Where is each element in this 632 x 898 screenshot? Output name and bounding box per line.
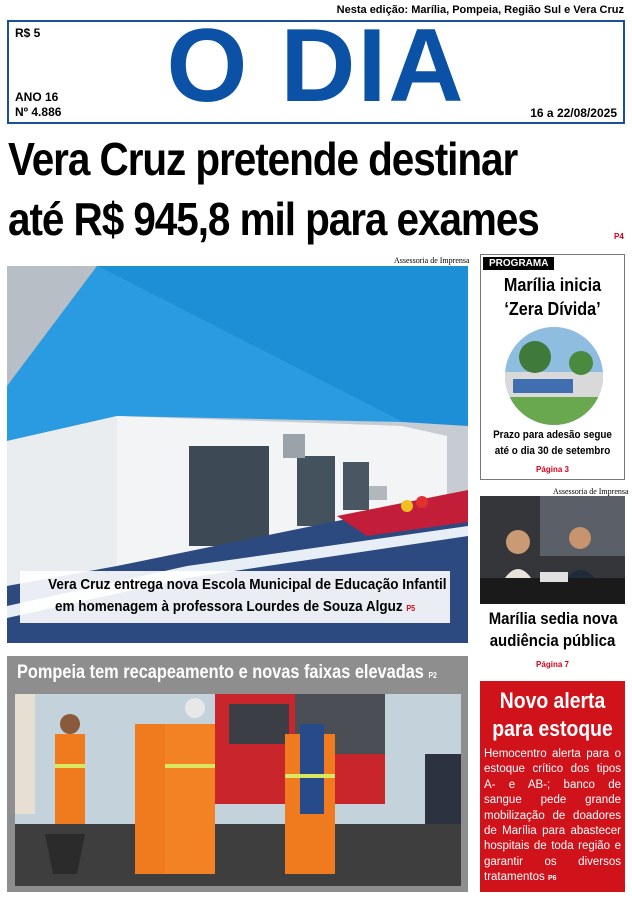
programa-title [481, 273, 624, 321]
pompeia-title [17, 662, 437, 684]
pompeia-story[interactable] [7, 656, 468, 892]
audiencia-photo-credit: Assessoria de Imprensa [553, 487, 629, 496]
issue-number: Nº 4.886 [15, 105, 62, 119]
issue-year: ANO 16 [15, 90, 59, 104]
issue-info [15, 90, 61, 120]
programa-body-line2: até o dia 30 de setembro [494, 445, 611, 457]
alerta-body-text: Hemocentro alerta para o estoque crítico dos tipos A- e AB-; banco de sangue pede grande mobilização de doadores de Marília para abastecer hospitais de toda região e garantir os diversos tratamentos [484, 748, 621, 884]
programa-body-line1: Prazo para adesão segue [493, 429, 612, 441]
alerta-body [484, 747, 621, 887]
caption-line1: Vera Cruz entrega nova Escola Municipal de Educação Infantil [48, 576, 447, 593]
alerta-box[interactable] [480, 681, 625, 892]
edition-note: Nesta edição: Marília, Pompeia, Região Sul e Vera Cruz [336, 4, 624, 16]
road-workers-photo [15, 694, 461, 886]
alerta-page-ref: P6 [547, 875, 557, 883]
programa-title-line2: ‘Zera Dívida’ [504, 299, 601, 319]
alerta-title-line2: para estoque [492, 716, 613, 741]
alerta-title-line1: Novo alerta [499, 688, 606, 713]
audiencia-photo[interactable] [480, 496, 625, 604]
programa-tag: PROGRAMA [483, 257, 554, 270]
headline-page-ref: P4 [614, 232, 624, 241]
audiencia-title-line2: audiência pública [489, 631, 616, 650]
programa-box[interactable] [480, 254, 625, 480]
audiencia-title[interactable] [480, 608, 625, 652]
main-photo-caption[interactable] [20, 571, 450, 623]
audiencia-title-line1: Marília sedia nova [488, 609, 618, 628]
photo-credit: Assessoria de Imprensa [394, 256, 470, 265]
main-headline-line1[interactable]: Vera Cruz pretende destinar [8, 133, 518, 185]
pompeia-page-ref: P2 [428, 671, 437, 680]
programa-title-line1: Marília inicia [503, 275, 602, 295]
pompeia-title-text: Pompeia tem recapeamento e novas faixas elevadas [17, 662, 424, 683]
alerta-title [480, 687, 625, 743]
city-hall-photo [505, 327, 603, 425]
caption-line2-text: em homenagem à professora Lourdes de Souza Alguz [54, 598, 403, 615]
audiencia-page: Página 7 [536, 660, 569, 669]
caption-page-ref: P5 [406, 604, 416, 613]
newspaper-logo[interactable]: O DIA [166, 8, 466, 124]
programa-page: Página 3 [536, 465, 569, 474]
programa-body [483, 427, 622, 459]
caption-line2 [55, 596, 415, 620]
main-headline-line2[interactable]: até R$ 945,8 mil para exames [8, 193, 539, 245]
price: R$ 5 [15, 26, 41, 40]
issue-date: 16 a 22/08/2025 [530, 106, 617, 120]
